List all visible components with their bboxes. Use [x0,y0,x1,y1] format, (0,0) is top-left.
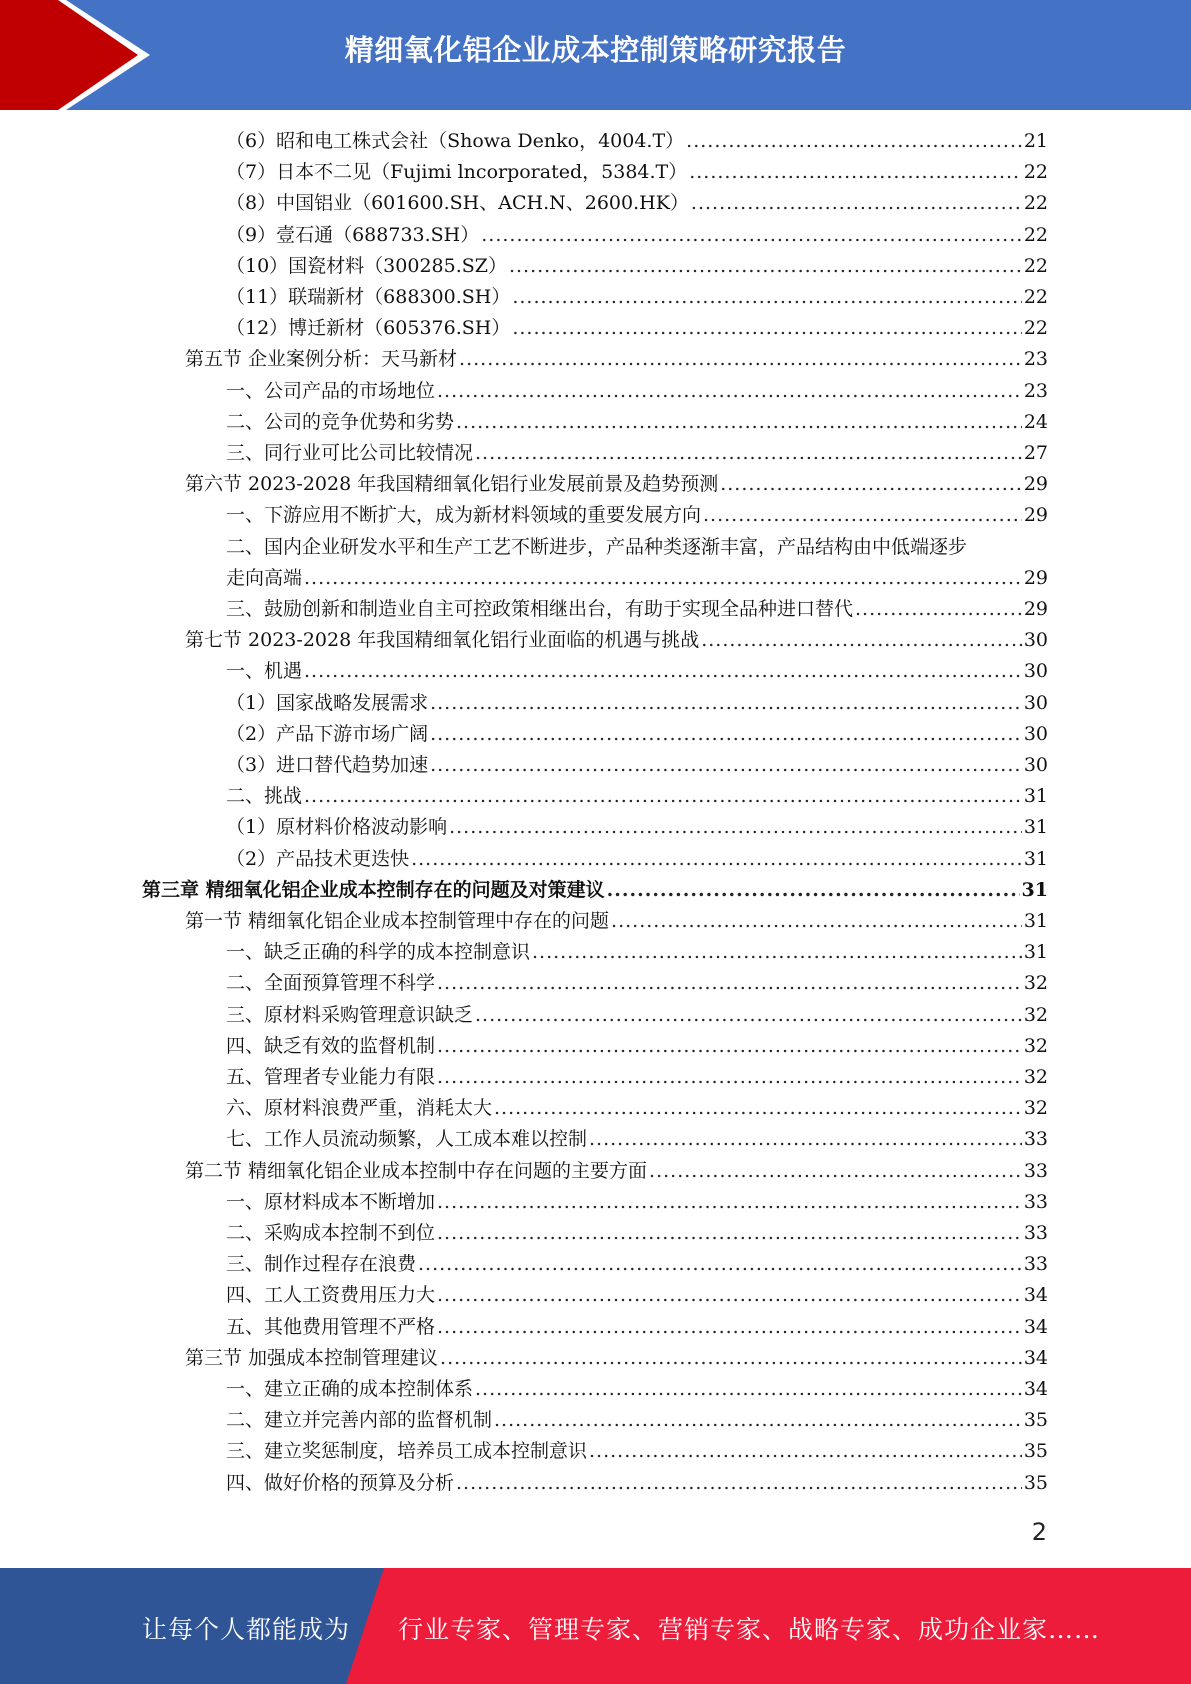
toc-item[interactable] [226,594,1048,625]
toc-page-number: 22 [1023,286,1048,308]
toc-entry-title: 二、挑战 [226,785,303,808]
toc-item[interactable] [226,1124,1048,1155]
toc-item[interactable] [226,968,1048,999]
toc-page-number: 34 [1023,1346,1048,1369]
toc-page-number: 33 [1023,1159,1048,1182]
toc-leader-dots [418,1249,1022,1280]
toc-leader-dots [437,1312,1022,1343]
toc-leader-dots [437,1218,1022,1249]
toc-leader-dots [430,750,1022,781]
toc-entry-title: 二、全面预算管理不科学 [226,972,436,995]
toc-entry-title: （1）国家战略发展需求 [226,691,429,714]
toc-item[interactable] [226,500,1048,531]
toc-page-number: 21 [1023,130,1048,152]
toc-page-number: 22 [1023,161,1048,184]
toc-page-number: 23 [1023,348,1048,371]
toc-page-number: 24 [1023,410,1048,433]
toc-page-number: 31 [1021,878,1048,901]
toc-leader-dots [512,313,1021,344]
toc-item[interactable] [226,937,1048,968]
toc-item[interactable] [226,376,1048,407]
toc-item[interactable] [226,1374,1048,1405]
toc-page-number: 29 [1023,598,1048,620]
toc-page-number: 35 [1023,1440,1048,1463]
toc-page-number: 31 [1023,910,1048,932]
toc-leader-dots [475,1374,1022,1405]
toc-item[interactable] [226,407,1048,438]
toc-entry-title: 第三节 加强成本控制管理建议 [185,1346,439,1369]
toc-item[interactable] [226,1062,1048,1093]
toc-page-number: 32 [1023,1003,1048,1026]
toc-entry-title: 二、建立并完善内部的监督机制 [226,1409,493,1432]
toc-item[interactable] [226,1093,1048,1124]
toc-leader-dots [475,1000,1022,1031]
toc-section[interactable] [185,906,1048,937]
toc-leader-dots [589,1124,1022,1155]
toc-leader-dots [481,220,1022,251]
toc-page-number: 30 [1023,660,1048,683]
toc-leader-dots [440,1343,1022,1374]
toc-entry-title: 第一节 精细氧化铝企业成本控制管理中存在的问题 [185,910,610,932]
toc-entry-title: 四、工人工资费用压力大 [226,1284,436,1307]
toc-entry-title: 四、缺乏有效的监督机制 [226,1034,436,1057]
toc-entry-title: 二、采购成本控制不到位 [226,1222,436,1244]
toc-page-number: 29 [1023,566,1048,589]
toc-entry-title: 一、建立正确的成本控制体系 [226,1378,474,1400]
toc-leader-dots [607,875,1020,906]
report-title: 精细氧化铝企业成本控制策略研究报告 [344,33,847,67]
toc-item[interactable] [226,188,1048,219]
toc-item[interactable] [226,126,1048,157]
toc-item[interactable] [226,1405,1048,1436]
page-footer [0,1568,1191,1684]
toc-leader-dots [459,344,1022,375]
toc-page-number: 31 [1023,941,1048,964]
toc-leader-dots [611,906,1022,937]
toc-page-number: 33 [1023,1190,1048,1213]
toc-leader-dots [703,500,1022,531]
toc-item[interactable] [226,688,1048,719]
toc-leader-dots [686,126,1022,157]
toc-item[interactable] [226,282,1048,313]
toc-entry-title: 四、做好价格的预算及分析 [226,1471,455,1494]
toc-leader-dots [532,937,1022,968]
toc-entry-title: 第六节 2023-2028 年我国精细氧化铝行业发展前景及趋势预测 [185,473,719,496]
toc-entry-title: 二、公司的竞争优势和劣势 [226,410,455,433]
toc-leader-dots [509,251,1022,282]
toc-page-number: 34 [1023,1378,1048,1400]
toc-page-number: 22 [1023,192,1048,215]
toc-entry-title: （8）中国铝业（601600.SH、ACH.N、2600.HK） [226,192,689,215]
toc-leader-dots [589,1436,1022,1467]
toc-page-number: 27 [1023,442,1048,464]
toc-page-number: 32 [1023,1097,1048,1120]
toc-entry-title: （2）产品技术更迭快 [226,847,410,870]
toc-page-number: 31 [1023,816,1048,839]
toc-leader-dots [494,1093,1022,1124]
toc-page-number: 31 [1023,847,1048,870]
toc-page-number: 23 [1023,379,1048,402]
toc-leader-dots [456,407,1022,438]
toc-item[interactable] [226,1249,1048,1280]
toc-section[interactable] [185,344,1048,375]
toc-page-number: 22 [1023,254,1048,277]
footer-slogan-left: 让每个人都能成为 [142,1615,351,1644]
toc-leader-dots [449,812,1022,843]
toc-item[interactable] [226,1218,1048,1249]
toc-entry-title: 一、机遇 [226,660,303,683]
toc-entry-title: 三、原材料采购管理意识缺乏 [226,1003,474,1026]
toc-leader-dots [689,157,1022,188]
toc-item[interactable] [226,532,1048,563]
toc-page-number: 34 [1023,1315,1048,1338]
toc-item[interactable] [226,157,1048,188]
toc-page-number: 30 [1023,722,1048,745]
toc-leader-dots [494,1405,1022,1436]
toc-item[interactable] [226,750,1048,781]
toc-item[interactable] [226,781,1048,812]
toc-page-number: 32 [1023,1034,1048,1057]
toc-page-number: 30 [1023,691,1048,714]
toc-leader-dots [475,438,1022,469]
toc-page-number: 33 [1023,1128,1048,1151]
toc-item[interactable] [226,1280,1048,1311]
toc-entry-title: 五、管理者专业能力有限 [226,1066,436,1088]
toc-entry-title: （12）博迁新材（605376.SH） [226,317,511,340]
toc-leader-dots [430,688,1022,719]
toc-leader-dots [437,1280,1022,1311]
toc-entry-title: 一、缺乏正确的科学的成本控制意识 [226,941,531,964]
toc-entry-title: （9）壹石通（688733.SH） [226,223,480,246]
toc-page-number: 33 [1023,1253,1048,1276]
toc-entry-title: 三、鼓励创新和制造业自主可控政策相继出台，有助于实现全品种进口替代 [226,598,854,620]
toc-section[interactable] [185,1156,1048,1187]
toc-entry-title: 三、同行业可比公司比较情况 [226,442,474,464]
toc-leader-dots [437,1187,1022,1218]
toc-entry-title: 第三章 精细氧化铝企业成本控制存在的问题及对策建议 [142,878,605,901]
toc-page-number: 22 [1023,317,1048,340]
toc-item[interactable] [226,1312,1048,1343]
toc-item[interactable] [226,812,1048,843]
toc-page-number: 29 [1023,504,1048,527]
toc-leader-dots [437,968,1022,999]
toc-section[interactable] [185,625,1048,656]
toc-leader-dots [430,719,1022,750]
toc-leader-dots [456,1468,1022,1499]
toc-leader-dots [701,625,1022,656]
toc-entry-title: 一、公司产品的市场地位 [226,379,436,402]
toc-item[interactable] [226,1187,1048,1218]
toc-entry-title: 三、制作过程存在浪费 [226,1253,417,1276]
toc-leader-dots [304,781,1022,812]
toc-entry-title: （7）日本不二见（Fujimi lncorporated，5384.T） [226,161,688,184]
toc-entry-title: （6）昭和电工株式会社（Showa Denko，4004.T） [226,130,685,152]
toc-entry-title: （11）联瑞新材（688300.SH） [226,286,511,308]
toc-entry-title: 五、其他费用管理不严格 [226,1315,436,1338]
toc-section[interactable] [185,469,1048,500]
toc-item[interactable] [226,1436,1048,1467]
toc-item[interactable] [226,719,1048,750]
toc-page-number: 32 [1023,1066,1048,1088]
toc-item[interactable] [226,220,1048,251]
toc-entry-title: 三、建立奖惩制度，培养员工成本控制意识 [226,1440,588,1463]
toc-entry-title: （2）产品下游市场广阔 [226,722,429,745]
footer-slogan-right: 行业专家、管理专家、营销专家、战略专家、成功企业家…… [398,1615,1101,1644]
toc-leader-dots [304,656,1022,687]
toc-page-number: 31 [1023,785,1048,808]
toc-leader-dots [720,469,1022,500]
toc-entry-title: 第五节 企业案例分析：天马新材 [185,348,458,371]
toc-item[interactable] [226,438,1048,469]
toc-leader-dots [304,563,1022,594]
toc-page-number: 33 [1023,1222,1048,1244]
toc-page-number: 30 [1023,629,1048,652]
toc-item[interactable] [226,313,1048,344]
toc-entry-title: 七、工作人员流动频繁，人工成本难以控制 [226,1128,588,1151]
toc-leader-dots [512,282,1021,313]
toc-item[interactable] [226,844,1048,875]
toc-item[interactable] [226,1000,1048,1031]
toc-entry-title: 六、原材料浪费严重，消耗太大 [226,1097,493,1120]
toc-chapter[interactable] [142,875,1048,906]
toc-entry-title: 走向高端 [226,566,303,589]
toc-leader-dots [437,1062,1022,1093]
toc-entry-title: 一、下游应用不断扩大，成为新材料领域的重要发展方向 [226,504,702,527]
toc-item[interactable] [226,251,1048,282]
page-number: 2 [1031,1518,1047,1546]
toc-page-number: 34 [1023,1284,1048,1307]
page-header [0,0,1191,110]
toc-page-number: 30 [1023,754,1048,776]
toc-leader-dots [437,1031,1022,1062]
toc-item[interactable] [226,1031,1048,1062]
toc-page-number: 32 [1023,972,1048,995]
toc-entry-title: （3）进口替代趋势加速 [226,754,429,776]
toc-item[interactable] [226,1468,1048,1499]
toc-leader-dots [649,1156,1022,1187]
toc-item[interactable] [226,563,1048,594]
toc-leader-dots [691,188,1022,219]
toc-entry-title: 一、原材料成本不断增加 [226,1190,436,1213]
toc-entry-title: 第七节 2023-2028 年我国精细氧化铝行业面临的机遇与挑战 [185,629,700,652]
toc-page-number: 35 [1023,1471,1048,1494]
toc-page-number: 22 [1023,223,1048,246]
toc-leader-dots [411,844,1022,875]
toc-entry-title: （10）国瓷材料（300285.SZ） [226,254,507,277]
toc-page-number: 35 [1023,1409,1048,1432]
toc-item[interactable] [226,656,1048,687]
toc-leader-dots [855,594,1022,625]
toc-entry-title: 第二节 精细氧化铝企业成本控制中存在问题的主要方面 [185,1159,648,1182]
toc-section[interactable] [185,1343,1048,1374]
toc-page-number: 29 [1023,473,1048,496]
toc-leader-dots [437,376,1022,407]
toc-entry-title: （1）原材料价格波动影响 [226,816,448,839]
toc-entry-title: 二、国内企业研发水平和生产工艺不断进步，产品种类逐渐丰富，产品结构由中低端逐步 [226,535,968,558]
